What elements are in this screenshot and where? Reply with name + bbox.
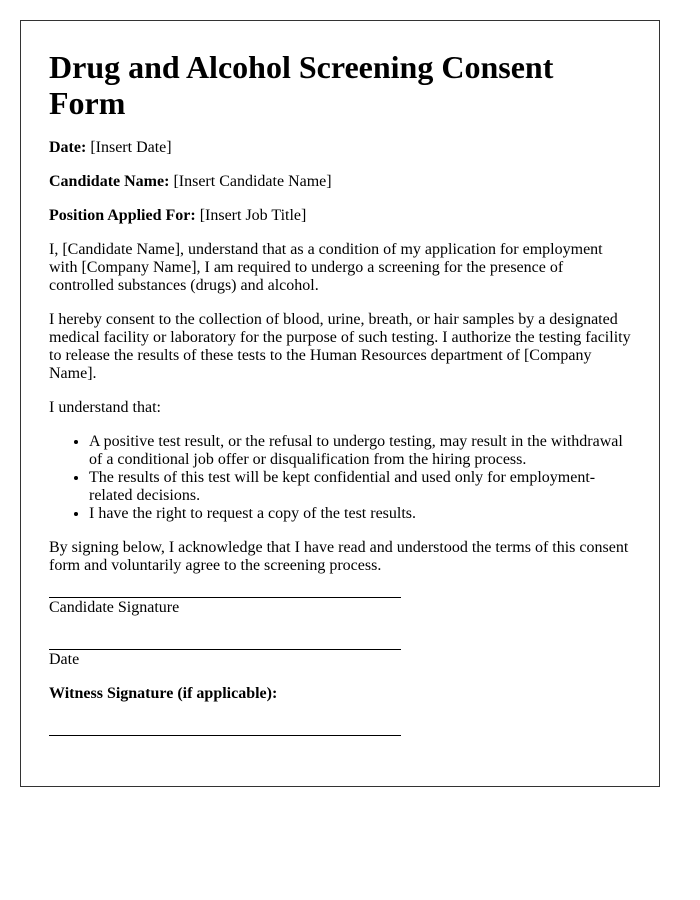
date-signature-line[interactable] [49,649,401,650]
witness-signature-label: Witness Signature (if applicable): [49,685,278,702]
date-field-label: Date: [49,139,87,156]
position-field [49,207,631,225]
list-item: • I have the right to request a copy of the test results. [89,505,631,523]
date-field [49,139,631,157]
list-item: • A positive test result, or the refusal to undergo testing, may result in the withdrawal of a conditional job offer or disqualification from the hiring process. [89,433,631,469]
acknowledgement-paragraph: By signing below, I acknowledge that I have read and understood the terms of this consent form and voluntarily agree to the screening process. [49,539,629,574]
date-field-value: [Insert Date] [90,139,172,156]
candidate-name-value: [Insert Candidate Name] [173,173,332,190]
understandings-list [49,433,631,523]
page-title: Drug and Alcohol Screening Consent Form [49,49,554,121]
signature-block [49,597,631,736]
consent-form-page [20,20,660,787]
candidate-name-label: Candidate Name: [49,173,170,190]
position-value: [Insert Job Title] [199,207,307,224]
consent-paragraph: I hereby consent to the collection of blood, urine, breath, or hair samples by a designated medical facility or laboratory for the purpose of such testing. I authorize the testing facility to release the results of these tests to the Human Resources department of [Company Name]. [49,311,631,382]
date-signature-label: Date [49,651,80,668]
list-item: • The results of this test will be kept confidential and used only for employment-related decisions. [89,469,631,505]
candidate-signature-line[interactable] [49,597,401,598]
position-label: Position Applied For: [49,207,196,224]
witness-signature-line[interactable] [49,735,401,736]
understand-intro: I understand that: [49,399,161,416]
candidate-signature-label: Candidate Signature [49,599,180,616]
condition-paragraph: I, [Candidate Name], understand that as a condition of my application for employment with [Company Name], I am required to undergo a screening for the presence of controlled substances (drugs) and alcohol. [49,241,603,294]
candidate-name-field [49,173,631,191]
